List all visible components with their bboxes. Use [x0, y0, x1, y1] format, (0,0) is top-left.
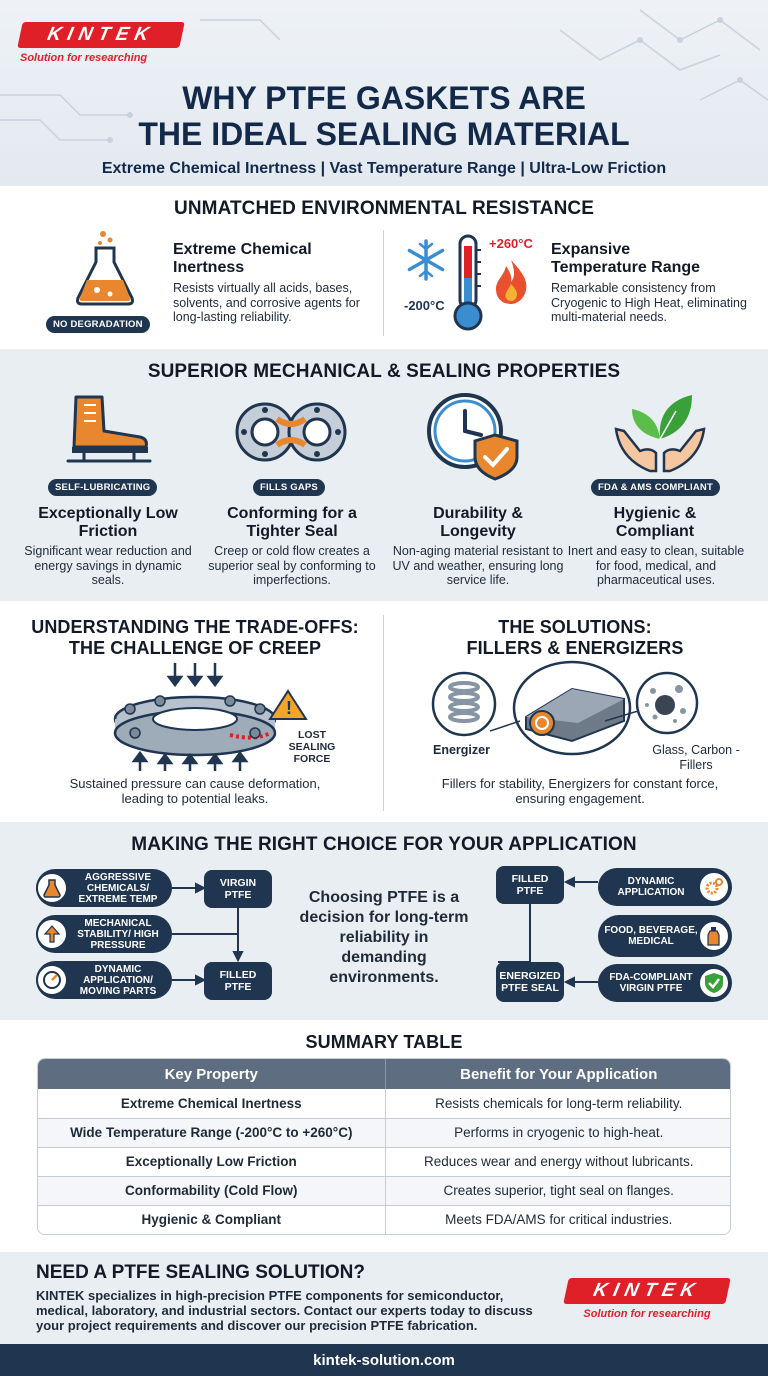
conforming-body: Creep or cold flow creates a superior seal by conforming to imperfections.: [208, 544, 376, 587]
solutions-body: Fillers for stability, Energizers for constant force, ensuring engagement.: [441, 776, 719, 806]
hygienic-title: Hygienic & Compliant: [613, 505, 697, 540]
table-cell-benefit: Creates superior, tight seal on flanges.: [385, 1176, 731, 1205]
temperature-range-title: Expansive Temperature Range: [551, 241, 701, 276]
logo-text: KINTEK: [591, 1280, 703, 1301]
hygienic-body: Inert and easy to clean, suitable for food, medical, and pharmaceutical uses.: [567, 544, 745, 587]
bottle-icon: [698, 920, 730, 952]
input-aggressive-chemicals[interactable]: AGGRESSIVE CHEMICALS/ EXTREME TEMP: [36, 869, 172, 907]
page-title-line-2: THE IDEAL SEALING MATERIAL: [138, 116, 630, 152]
table-cell-benefit: Resists chemicals for long-term reliability.: [385, 1089, 731, 1118]
hot-temperature-label: +260°C: [489, 236, 533, 251]
input-fda-compliant[interactable]: FDA-COMPLIANT VIRGIN PTFE: [598, 964, 732, 1002]
shield-check-icon: [698, 967, 730, 999]
flask-icon: [70, 228, 140, 306]
section-tradeoffs: [0, 601, 768, 822]
gauge-icon: [36, 964, 68, 996]
gears-icon: [698, 871, 730, 903]
cta-brand-logo[interactable]: [566, 1278, 728, 1320]
table-header-key-property: Key Property: [38, 1059, 385, 1089]
output-filled-ptfe-right[interactable]: FILLED PTFE: [496, 866, 564, 904]
durability-title: Durability & Longevity: [433, 505, 523, 540]
section-heading-mechanical: SUPERIOR MECHANICAL & SEALING PROPERTIES: [147, 361, 621, 382]
output-energized-seal[interactable]: ENERGIZED PTFE SEAL: [496, 962, 564, 1002]
fda-ams-badge: FDA & AMS COMPLIANT: [591, 479, 720, 496]
table-cell-property: Wide Temperature Range (-200°C to +260°C): [38, 1118, 385, 1147]
conforming-title: Conforming for a Tighter Seal: [227, 505, 357, 540]
input-dynamic-application[interactable]: DYNAMIC APPLICATION/ MOVING PARTS: [36, 961, 172, 999]
table-cell-property: Extreme Chemical Inertness: [38, 1089, 385, 1118]
hands-leaf-icon: [610, 389, 710, 475]
seal-cross-section-icon: [512, 659, 632, 757]
low-friction-title: Exceptionally Low Friction: [38, 505, 178, 540]
tradeoff-heading-line-2: THE CHALLENGE OF CREEP: [68, 638, 322, 658]
fills-gaps-badge: FILLS GAPS: [253, 479, 325, 496]
callout-lines: [490, 711, 690, 741]
footer: [0, 1344, 768, 1376]
solutions-heading-line-2: FILLERS & ENERGIZERS: [466, 638, 684, 658]
thermometer-icon: [451, 234, 485, 332]
page-subtitle: Extreme Chemical Inertness | Vast Temperature Range | Ultra-Low Friction: [101, 160, 667, 177]
logo-text: KINTEK: [45, 24, 157, 45]
summary-table: [37, 1058, 731, 1235]
chemical-inertness-title: Extreme Chemical Inertness: [173, 241, 312, 276]
table-cell-benefit: Performs in cryogenic to high-heat.: [385, 1118, 731, 1147]
table-row: [38, 1205, 731, 1234]
divider: [383, 615, 384, 811]
tradeoff-body: Sustained pressure can cause deformation, leading to potential leaks.: [69, 776, 321, 806]
energizer-spring-icon: [431, 671, 497, 737]
flask-small-icon: [36, 872, 68, 904]
table-row: [38, 1176, 731, 1205]
lost-sealing-force-label: LOST SEALING FORCE: [288, 729, 336, 765]
cta-body: KINTEK specializes in high-precision PTFE components for semiconductor, medical, laboratory, and industrial sectors. Contact our experts today to discuss your project requirements and discover our precision PTFE fabrication.: [36, 1288, 533, 1333]
table-cell-benefit: Reduces wear and energy without lubricants.: [385, 1147, 731, 1176]
summary-heading: SUMMARY TABLE: [305, 1032, 463, 1052]
svg-text:!: !: [286, 698, 292, 718]
cta-heading: NEED A PTFE SEALING SOLUTION?: [36, 1262, 365, 1283]
footer-url-link[interactable]: kintek-solution.com: [313, 1351, 455, 1369]
table-cell-property: Hygienic & Compliant: [38, 1205, 385, 1234]
section-heading-choice: MAKING THE RIGHT CHOICE FOR YOUR APPLICATION: [131, 834, 637, 855]
flange-icon: [235, 389, 347, 475]
flame-icon: [492, 258, 530, 306]
section-choice: [0, 822, 768, 1020]
table-row: [38, 1118, 731, 1147]
table-cell-property: Exceptionally Low Friction: [38, 1147, 385, 1176]
choice-center-statement: Choosing PTFE is a decision for long-term reliability in demanding environments.: [299, 889, 469, 986]
self-lubricating-badge: SELF-LUBRICATING: [48, 479, 157, 496]
temperature-range-body: Remarkable consistency from Cryogenic to High Heat, eliminating multi-material needs.: [551, 281, 747, 324]
ice-skate-icon: [64, 391, 154, 471]
energizer-label: Energizer: [433, 743, 490, 757]
fillers-label: Glass, Carbon - Fillers: [652, 743, 740, 772]
arrow-up-icon: [36, 918, 68, 950]
cold-temperature-label: -200°C: [404, 298, 445, 313]
output-filled-ptfe-left[interactable]: FILLED PTFE: [204, 962, 272, 1000]
brand-logo[interactable]: [20, 22, 182, 64]
table-row: [38, 1147, 731, 1176]
chemical-inertness-body: Resists virtually all acids, bases, solvents, and corrosive agents for long-lasting reliability.: [173, 281, 360, 324]
solutions-heading-line-1: THE SOLUTIONS:: [498, 617, 652, 637]
logo-tagline: Solution for researching: [583, 1308, 711, 1320]
section-environmental: [0, 186, 768, 349]
table-cell-benefit: Meets FDA/AMS for critical industries.: [445, 1212, 673, 1228]
input-dynamic-application-right[interactable]: DYNAMIC APPLICATION: [598, 868, 732, 906]
durability-body: Non-aging material resistant to UV and weather, ensuring long service life.: [392, 544, 564, 587]
section-cta: [0, 1252, 768, 1344]
table-header-benefit: Benefit for Your Application: [460, 1065, 658, 1083]
input-mechanical-stability[interactable]: MECHANICAL STABILITY/ HIGH PRESSURE: [36, 915, 172, 953]
snowflake-icon: [404, 238, 448, 282]
table-cell-property: Conformability (Cold Flow): [38, 1176, 385, 1205]
section-heading-environmental: UNMATCHED ENVIRONMENTAL RESISTANCE: [174, 198, 594, 219]
output-virgin-ptfe[interactable]: VIRGIN PTFE: [204, 870, 272, 908]
tradeoff-heading-line-1: UNDERSTANDING THE TRADE-OFFS:: [31, 617, 359, 637]
low-friction-body: Significant wear reduction and energy savings in dynamic seals.: [24, 544, 192, 587]
logo-tagline: Solution for researching: [20, 52, 148, 64]
page-title-line-1: WHY PTFE GASKETS ARE: [182, 80, 586, 116]
table-row: [38, 1089, 731, 1118]
clock-shield-icon: [423, 387, 523, 483]
section-mechanical: [0, 349, 768, 601]
section-summary: [0, 1020, 768, 1252]
no-degradation-badge: NO DEGRADATION: [46, 316, 150, 333]
input-food-beverage-medical[interactable]: FOOD, BEVERAGE, MEDICAL: [598, 915, 732, 957]
header: [0, 0, 768, 186]
divider: [383, 230, 384, 336]
